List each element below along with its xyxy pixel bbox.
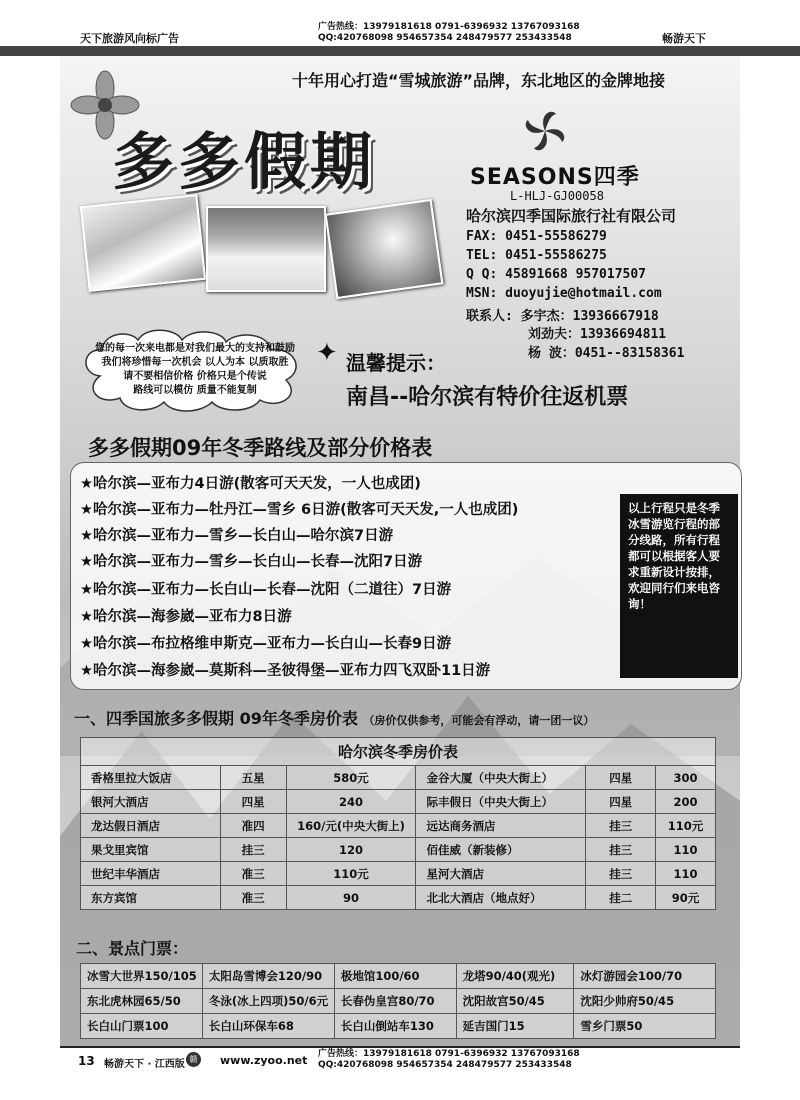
cloud-line-2: 我们将珍惜每一次机会 以人为本 以质取胜: [101, 357, 289, 368]
hotel-name: 星河大酒店: [416, 862, 586, 886]
hotel-price: 110: [656, 838, 716, 862]
route-item: ★哈尔滨—亚布力—长白山—长春—沈阳（二道往）7日游: [80, 582, 452, 598]
page-number: 13: [78, 1054, 95, 1068]
hotel-price: 200: [656, 790, 716, 814]
hotel-name: 世纪丰华酒店: [81, 862, 221, 886]
ticket-cell: 极地馆100/60: [334, 964, 456, 989]
route-item: ★哈尔滨—布拉格维申斯克—亚布力—长白山—长春9日游: [80, 636, 452, 652]
hotel-price: 300: [656, 766, 716, 790]
hotel-price: 90: [286, 886, 416, 910]
license-number: L-HLJ-GJ00058: [510, 189, 604, 203]
footer-divider: [60, 1046, 740, 1048]
tip-text: 南昌--哈尔滨有特价往返机票: [346, 385, 629, 410]
tickets-section-title: 二、景点门票：: [76, 939, 189, 958]
table-row: [81, 814, 716, 838]
table-row: [81, 1014, 716, 1039]
hotel-rating: 挂三: [586, 814, 656, 838]
hotel-price: 110: [656, 862, 716, 886]
company-name: 哈尔滨四季国际旅行社有限公司: [466, 207, 677, 225]
photo-ice-sculpture: [325, 199, 444, 299]
header-contact-line-2: QQ:420768098 954657354 248479577 253433548: [318, 33, 572, 43]
hotel-rating: 挂二: [586, 886, 656, 910]
page-header: [0, 0, 800, 56]
header-left-title: 天下旅游风向标广告: [80, 32, 179, 45]
hotel-table-title: 哈尔滨冬季房价表: [81, 738, 716, 766]
hotel-section-note: （房价仅供参考，可能会有浮动，请一团一议）: [363, 714, 595, 727]
hotel-name: 东方宾馆: [81, 886, 221, 910]
footer-contact-line-1: 广告热线：13979181618 0791-6396932 13767093168: [318, 1049, 580, 1059]
ticket-price-table: [80, 963, 716, 1039]
ticket-cell: 冰灯游园会100/70: [574, 964, 716, 989]
table-row: [81, 862, 716, 886]
route-item: ★哈尔滨—亚布力4日游(散客可天天发，一人也成团): [80, 476, 421, 492]
header-strip: [0, 46, 800, 56]
hotel-rating: 挂三: [586, 862, 656, 886]
cloud-message: [92, 342, 298, 398]
hotel-section-title: [74, 706, 594, 729]
contact-person-1: 联系人: 多宇杰：13936667918: [466, 309, 659, 324]
hotel-price: 110元: [656, 814, 716, 838]
region-badge: 赣: [186, 1052, 201, 1067]
hotel-name: 香格里拉大饭店: [81, 766, 221, 790]
publication-name: 畅游天下 · 江西版: [104, 1059, 185, 1070]
cloud-line-4: 路线可以模仿 质量不能复制: [133, 385, 257, 396]
hotel-rating: 挂三: [586, 838, 656, 862]
hotel-price: 240: [286, 790, 416, 814]
header-right-title: 畅游天下: [662, 32, 706, 45]
route-item: ★哈尔滨—亚布力—雪乡—长白山—长春—沈阳7日游: [80, 554, 423, 570]
hotel-rating: 四星: [220, 790, 286, 814]
footer-contact-line-2: QQ:420768098 954657354 248479577 253433548: [318, 1060, 572, 1070]
hotel-rating: 准三: [220, 886, 286, 910]
hotel-rating: 挂三: [220, 838, 286, 862]
hotel-price: 160/元(中央大街上): [286, 814, 416, 838]
table-header-row: [81, 738, 716, 766]
ticket-cell: 龙塔90/40(观光): [456, 964, 574, 989]
ticket-cell: 太阳岛雪博会120/90: [202, 964, 334, 989]
table-row: [81, 989, 716, 1014]
hotel-section-heading: 一、四季国旅多多假期 09年冬季房价表: [74, 709, 358, 728]
hotel-rating: 四星: [586, 790, 656, 814]
cloud-line-1: 您的每一次来电都是对我们最大的支持和鼓励: [95, 343, 295, 354]
route-item: ★哈尔滨—亚布力—雪乡—长白山—哈尔滨7日游: [80, 528, 394, 544]
slogan: 十年用心打造“雪城旅游”品牌，东北地区的金牌地接: [292, 71, 666, 90]
contact-person-3: 杨 波：0451--83158361: [528, 346, 685, 361]
cloud-line-3: 请不要相信价格 价格只是个传说: [123, 371, 267, 382]
footer-contacts: [318, 1049, 580, 1071]
hotel-price: 120: [286, 838, 416, 862]
ticket-cell: 长春伪皇宫80/70: [334, 989, 456, 1014]
ticket-cell: 长白山门票100: [81, 1014, 203, 1039]
table-row: [81, 790, 716, 814]
hotel-name: 际丰假日（中央大街上）: [416, 790, 586, 814]
seasons-logo-text: SEASONS四季: [470, 165, 640, 190]
hotel-name: 佰佳威（新装修）: [416, 838, 586, 862]
hotel-name: 果戈里宾馆: [81, 838, 221, 862]
ticket-cell: 冬泳(冰上四项)50/6元: [202, 989, 334, 1014]
hotel-name: 金谷大厦（中央大街上）: [416, 766, 586, 790]
hotel-name: 远达商务酒店: [416, 814, 586, 838]
sparkle-icon: ✦: [316, 338, 338, 368]
hotel-name: 北北大酒店（地点好）: [416, 886, 586, 910]
hotel-price: 110元: [286, 862, 416, 886]
route-item: ★哈尔滨—海参崴—亚布力8日游: [80, 609, 292, 625]
ticket-cell: 沈阳故宫50/45: [456, 989, 574, 1014]
route-item: ★哈尔滨—亚布力—牡丹江—雪乡 6日游(散客可天天发,一人也成团): [80, 502, 519, 518]
ticket-cell: 东北虎林园65/50: [81, 989, 203, 1014]
hotel-table-body: [81, 766, 716, 910]
table-row: [81, 838, 716, 862]
hotel-name: 银河大酒店: [81, 790, 221, 814]
tel-number: TEL: 0451-55586275: [466, 248, 607, 263]
hotel-rating: 准三: [220, 862, 286, 886]
header-contact-line-1: 广告热线：13979181618 0791-6396932 13767093168: [318, 22, 580, 32]
contact-person-2: 刘劲夫：13936694811: [528, 327, 667, 342]
itinerary-note: 以上行程只是冬季冰雪游览行程的部分线路，所有行程都可以根据客人要求重新设计按排，欢迎同行们来电咨询！: [620, 494, 738, 678]
photo-ski-slope: [206, 206, 326, 292]
hotel-price: 90元: [656, 886, 716, 910]
routes-title: 多多假期09年冬季路线及部分价格表: [88, 436, 433, 460]
ticket-cell: 长白山倒站车130: [334, 1014, 456, 1039]
qq-number: Q Q: 45891668 957017507: [466, 267, 647, 282]
photo-snow-forest: [80, 194, 206, 292]
hotel-rating: 五星: [220, 766, 286, 790]
header-contacts: [318, 22, 580, 44]
ticket-cell: 延吉国门15: [456, 1014, 574, 1039]
table-row: [81, 964, 716, 989]
website-link[interactable]: www.zyoo.net: [220, 1054, 308, 1067]
hotel-rating: 准四: [220, 814, 286, 838]
hotel-name: 龙达假日酒店: [81, 814, 221, 838]
route-item: ★哈尔滨—海参崴—莫斯科—圣彼得堡—亚布力四飞双卧11日游: [80, 663, 491, 679]
ticket-cell: 冰雪大世界150/105: [81, 964, 203, 989]
msn-address: MSN: duoyujie@hotmail.com: [466, 286, 662, 301]
tip-title: 温馨提示：: [346, 351, 446, 375]
brand-title: 多多假期: [112, 125, 377, 198]
seasons-logo-icon: [518, 104, 572, 158]
hotel-rating: 四星: [586, 766, 656, 790]
ticket-cell: 雪乡门票50: [574, 1014, 716, 1039]
ticket-cell: 长白山环保车68: [202, 1014, 334, 1039]
fax-number: FAX: 0451-55586279: [466, 229, 607, 244]
table-row: [81, 886, 716, 910]
ticket-cell: 沈阳少帅府50/45: [574, 989, 716, 1014]
hotel-price: 580元: [286, 766, 416, 790]
table-row: [81, 766, 716, 790]
hotel-price-table: [80, 737, 716, 910]
